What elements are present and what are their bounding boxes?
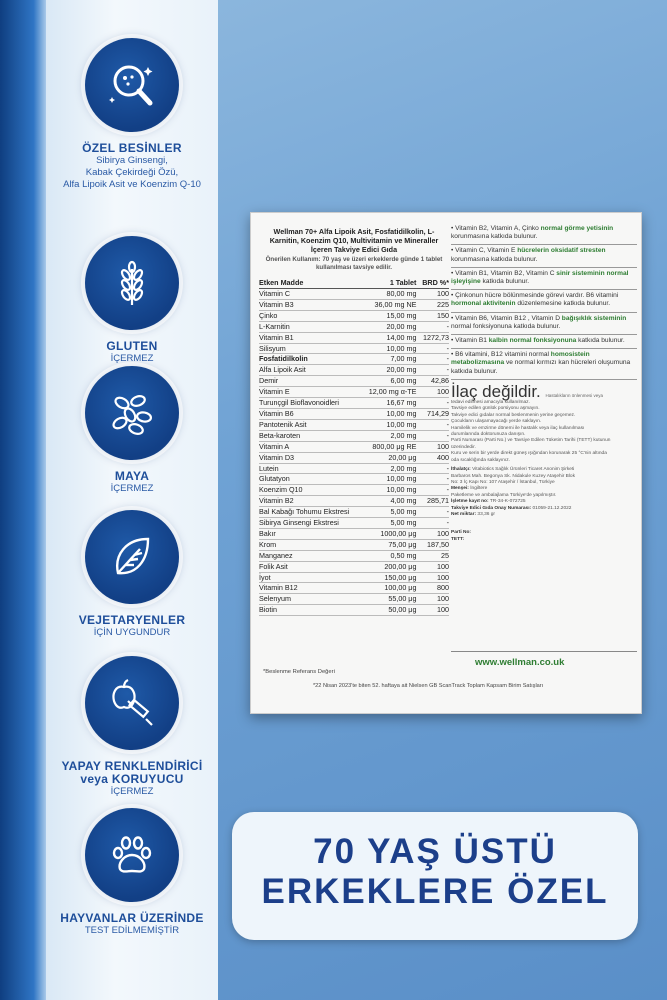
table-row [259,354,449,365]
table-row [259,507,449,518]
ingredient-amount: 6,00 mg [362,376,419,387]
table-row [259,310,449,321]
ingredient-brd: 100 [418,572,449,583]
table-row [259,398,449,409]
magnifier-icon [104,57,160,113]
ingredient-brd: 714,29 [418,408,449,419]
feature-subtitle: İÇERMEZ [110,353,154,364]
table-row [259,299,449,310]
table-row [259,485,449,496]
age-banner [232,812,638,940]
ingredient-name: L-Karnitin [259,321,362,332]
ingredient-amount: 7,00 mg [362,354,419,365]
warning-line: Hamilelik ve emzirme dönemi ile hastalık veya ilaç kullanılması [451,425,585,431]
ingredient-amount: 200,00 μg [362,561,419,572]
ingredient-amount: 10,00 mg [362,485,419,496]
ingredient-name: Vitamin C [259,289,362,300]
ingredient-name: Bal Kabağı Tohumu Ekstresi [259,507,362,518]
ingredient-brd: - [418,507,449,518]
ingredient-brd: - [418,354,449,365]
batch-info: Parti No: TETT: [451,530,471,542]
ingredient-brd: - [418,398,449,409]
ingredient-brd: - [418,474,449,485]
leaf-icon [104,529,160,585]
ingredient-name: Lutein [259,463,362,474]
ingredient-amount: 80,00 mg [362,289,419,300]
not-medicine-heading [451,381,637,401]
ingredient-brd: 100 [418,528,449,539]
table-row [259,518,449,529]
ingredient-name: Demir [259,376,362,387]
warning-line: Takviye edici gıdalar normal beslenmenin yerine geçemez. [451,412,576,418]
ingredient-brd: - [418,321,449,332]
ingredient-amount: 20,00 μg [362,452,419,463]
health-claim: • B6 vitamini, B12 vitamini normal homosistein metabolizmasına ve normal kırmızı kan hücreleri oluşumuna katkıda bulunur. [451,349,637,380]
table-row [259,594,449,605]
ingredients-table [259,277,449,616]
ingredient-brd: - [418,463,449,474]
ingredient-amount: 10,00 mg [362,408,419,419]
table-row [259,343,449,354]
ingredient-amount: 1000,00 μg [362,528,419,539]
warning-line: tedavi edilmesi amacıyla kullanılmaz. [451,400,530,406]
ingredient-amount: 36,00 mg NE [362,299,419,310]
table-row [259,496,449,507]
health-claims [451,223,637,543]
ingredient-name: Çinko [259,310,362,321]
table-row [259,289,449,300]
table-row [259,463,449,474]
ingredient-amount: 5,00 mg [362,518,419,529]
ingredient-brd: - [418,419,449,430]
feature-vegetarian [46,510,218,639]
yeast-icon [104,385,160,441]
warning-line: Kuru ve serin bir yerde direkt güneş ışığından korunarak 25 °C'nin altında [451,451,607,457]
ingredient-amount: 100,00 μg [362,583,419,594]
ingredient-amount: 0,50 mg [362,550,419,561]
ingredient-name: Selenyum [259,594,362,605]
feature-subtitle: TEST EDİLMEMİŞTİR [84,925,180,936]
table-row [259,528,449,539]
banner-line-2: ERKEKLERE ÖZEL [261,872,609,911]
ingredient-name: Manganez [259,550,362,561]
health-claim: • Çinkonun hücre bölünmesinde görevi vardır. B6 vitamini hormonal aktivitenin düzenlemesine katkıda bulunur. [451,290,637,312]
feature-subtitle: İÇERMEZ [110,483,154,494]
ingredient-amount: 50,00 μg [362,605,419,616]
feature-gluten-free [46,236,218,365]
table-row [259,387,449,398]
feature-yeast-free [46,366,218,495]
feature-subtitle: Alfa Lipoik Asit ve Koenzim Q-10 [63,179,201,190]
ingredient-brd: 100 [418,605,449,616]
warning-line: durumlarında doktorunuza danışın. [451,432,526,438]
table-row [259,321,449,332]
ingredient-name: Vitamin B2 [259,496,362,507]
wheat-icon [104,255,160,311]
feature-title: GLUTEN [106,339,158,353]
table-row [259,419,449,430]
ingredient-name: Sibirya Ginsengi Ekstresi [259,518,362,529]
ilac-note: Hastalıkların önlenmesi veya [545,392,604,398]
ingredient-amount: 20,00 mg [362,321,419,332]
table-row [259,441,449,452]
ingredient-name: Biotin [259,605,362,616]
ingredient-amount: 800,00 μg RE [362,441,419,452]
ingredient-amount: 12,00 mg α-TE [362,387,419,398]
feature-circle [85,38,179,132]
table-row [259,430,449,441]
ingredient-amount: 2,00 mg [362,430,419,441]
table-row [259,561,449,572]
website-link[interactable]: www.wellman.co.uk [475,657,565,668]
table-row [259,605,449,616]
feature-title: VEJETARYENLER [78,613,186,627]
ingredient-name: Krom [259,539,362,550]
health-claim: • Vitamin B1 kalbin normal fonksiyonuna katkıda bulunur. [451,335,637,349]
ingredient-amount: 150,00 μg [362,572,419,583]
ingredient-name: Vitamin E [259,387,362,398]
ingredient-brd: 225 [418,299,449,310]
ingredient-name: Bakır [259,528,362,539]
feature-circle [85,236,179,330]
ingredient-amount: 4,00 mg [362,496,419,507]
feature-special-nutrients [46,38,218,191]
feature-circle [85,808,179,902]
ingredient-brd: 42,86 [418,376,449,387]
health-claim: • Vitamin B2, Vitamin A, Çinko normal görme yetisinin korunmasına katkıda bulunur. [451,223,637,245]
ingredient-name: Vitamin D3 [259,452,362,463]
ilac-text: İlaç değildir. [451,381,541,401]
warning-line: üzerindedir. [451,444,476,450]
warning-line: Tavsiye edilen günlük porsiyonu aşmayın. [451,406,540,412]
ingredient-name: İyot [259,572,362,583]
feature-title: MAYA [114,469,150,483]
feature-circle [85,510,179,604]
ingredient-brd: 100 [418,387,449,398]
product-heading: Wellman 70+ Alfa Lipoik Asit, Fosfatidilkolin, L-Karnitin, Koenzim Q10, Multivitamin ve Mineraller İçeren Takviye Edici Gıda [269,227,439,254]
feature-subtitle: İÇİN UYGUNDUR [93,627,171,638]
col-brd: BRD %* [418,277,449,289]
ingredient-name: Beta-karoten [259,430,362,441]
ingredient-brd: 100 [418,441,449,452]
paw-icon [104,827,160,883]
product-box-back [250,212,642,714]
divider [451,651,637,652]
table-row [259,474,449,485]
feature-subtitle: Kabak Çekirdeği Özü, [85,167,179,178]
warning-line: Parti Numarası (Parti No.) ve Tavsiye Edilen Tüketim Tarihi (TETT) kutunun [451,438,611,444]
ingredient-brd: 100 [418,289,449,300]
ingredient-name: Pantotenik Asit [259,419,362,430]
ingredient-amount: 15,00 mg [362,310,419,321]
ingredient-amount: 10,00 mg [362,343,419,354]
banner-line-1: 70 YAŞ ÜSTÜ [313,832,557,871]
ingredient-brd: 400 [418,452,449,463]
table-row [259,365,449,376]
feature-no-artificial [46,656,218,798]
ingredient-name: Vitamin A [259,441,362,452]
footnote-reference: *Beslenme Referans Değeri [263,669,335,675]
ingredient-name: Koenzim Q10 [259,485,362,496]
ingredient-brd: 100 [418,561,449,572]
table-row [259,408,449,419]
ingredient-amount: 20,00 mg [362,365,419,376]
ingredient-brd: 100 [418,594,449,605]
feature-title: HAYVANLAR ÜZERİNDE [60,911,204,925]
ingredient-brd: - [418,343,449,354]
health-claim: • Vitamin B6, Vitamin B12 , Vitamin D bağışıklık sisteminin normal fonksiyonuna katkıda bulunur. [451,313,637,335]
health-claim: • Vitamin C, Vitamin E hücrelerin oksidatif stresten korunmasına katkıda bulunur. [451,245,637,267]
ingredient-brd: 150 [418,310,449,321]
ingredient-brd: - [418,485,449,496]
importer-info: İthalatçı: Vitabiotics Sağlık Ürünleri Ticaret Anonim Şirketi Barbaros Mah. Begonya Sk. Nidakule Kuzey Ataşehir Blok No: 3 İç Kapı No: 107 Ataşehir / İstanbul, Türkiye Menşei: İngiltere Paketleme ve ambalajlama Türkiye'de yapılmıştır. İşletme kayıt no: TR-34-K-072725 Takviye Edici Gıda Onay Numarası: 01059-21.12.2022 Net miktar: 33,36 gr [451,467,575,517]
feature-title: ÖZEL BESİNLER [82,141,182,155]
ingredient-amount: 14,00 mg [362,332,419,343]
left-stripe [0,0,48,1000]
table-row [259,583,449,594]
ingredient-brd: 1272,73 [418,332,449,343]
ingredient-amount: 16,67 mg [362,398,419,409]
warning-line: oda sıcaklığında saklayınız. [451,457,510,463]
ingredient-name: Alfa Lipoik Asit [259,365,362,376]
ingredient-amount: 5,00 mg [362,507,419,518]
ingredient-name: Vitamin B1 [259,332,362,343]
feature-title: YAPAY RENKLENDİRİCİ veya KORUYUCU [61,759,203,786]
feature-subtitle: İÇERMEZ [110,786,154,797]
ingredient-amount: 75,00 μg [362,539,419,550]
ingredient-brd: 187,50 [418,539,449,550]
warning-line: Çocukların ulaşamayacağı yerde saklayın. [451,419,542,425]
supplement-facts [259,227,449,616]
table-row [259,572,449,583]
table-row [259,550,449,561]
table-row [259,376,449,387]
ingredient-brd: - [418,518,449,529]
feature-subtitle: Sibirya Ginsengi, [96,155,168,166]
col-ingredient: Etken Madde [259,277,362,289]
ingredient-name: Fosfatidilkolin [259,354,362,365]
ingredient-name: Turunçgil Bioflavonoidleri [259,398,362,409]
ingredient-brd: 25 [418,550,449,561]
ingredient-brd: 285,71 [418,496,449,507]
table-row [259,539,449,550]
ingredient-name: Vitamin B3 [259,299,362,310]
ingredient-name: Vitamin B12 [259,583,362,594]
col-tablet: 1 Tablet [362,277,419,289]
ingredient-brd: - [418,365,449,376]
ingredient-brd: 800 [418,583,449,594]
ingredient-name: Vitamin B6 [259,408,362,419]
usage-text: Önerilen Kullanım: 70 yaş ve üzeri erkeklerde günde 1 tablet kullanılması tavsiye edilir. [265,256,443,271]
ingredient-amount: 10,00 mg [362,474,419,485]
ingredient-name: Glutatyon [259,474,362,485]
feature-cruelty-free [46,808,218,937]
table-row [259,332,449,343]
ingredient-amount: 10,00 mg [362,419,419,430]
feature-circle [85,656,179,750]
table-row [259,452,449,463]
ingredient-amount: 55,00 μg [362,594,419,605]
feature-circle [85,366,179,460]
ingredient-brd: - [418,430,449,441]
apple-syringe-icon [104,675,160,731]
ingredient-name: Silisyum [259,343,362,354]
health-claim: • Vitamin B1, Vitamin B2, Vitamin C sinir sisteminin normal işleyişine katkıda bulunur. [451,268,637,290]
warnings-list [451,400,637,464]
footnote-nielsen: *22 Nisan 2023'te biten 52. haftaya ait Nielsen GB ScanTrack Toplam Kapsam Birim Satışları [313,683,544,689]
ingredient-amount: 2,00 mg [362,463,419,474]
ingredient-name: Folik Asit [259,561,362,572]
